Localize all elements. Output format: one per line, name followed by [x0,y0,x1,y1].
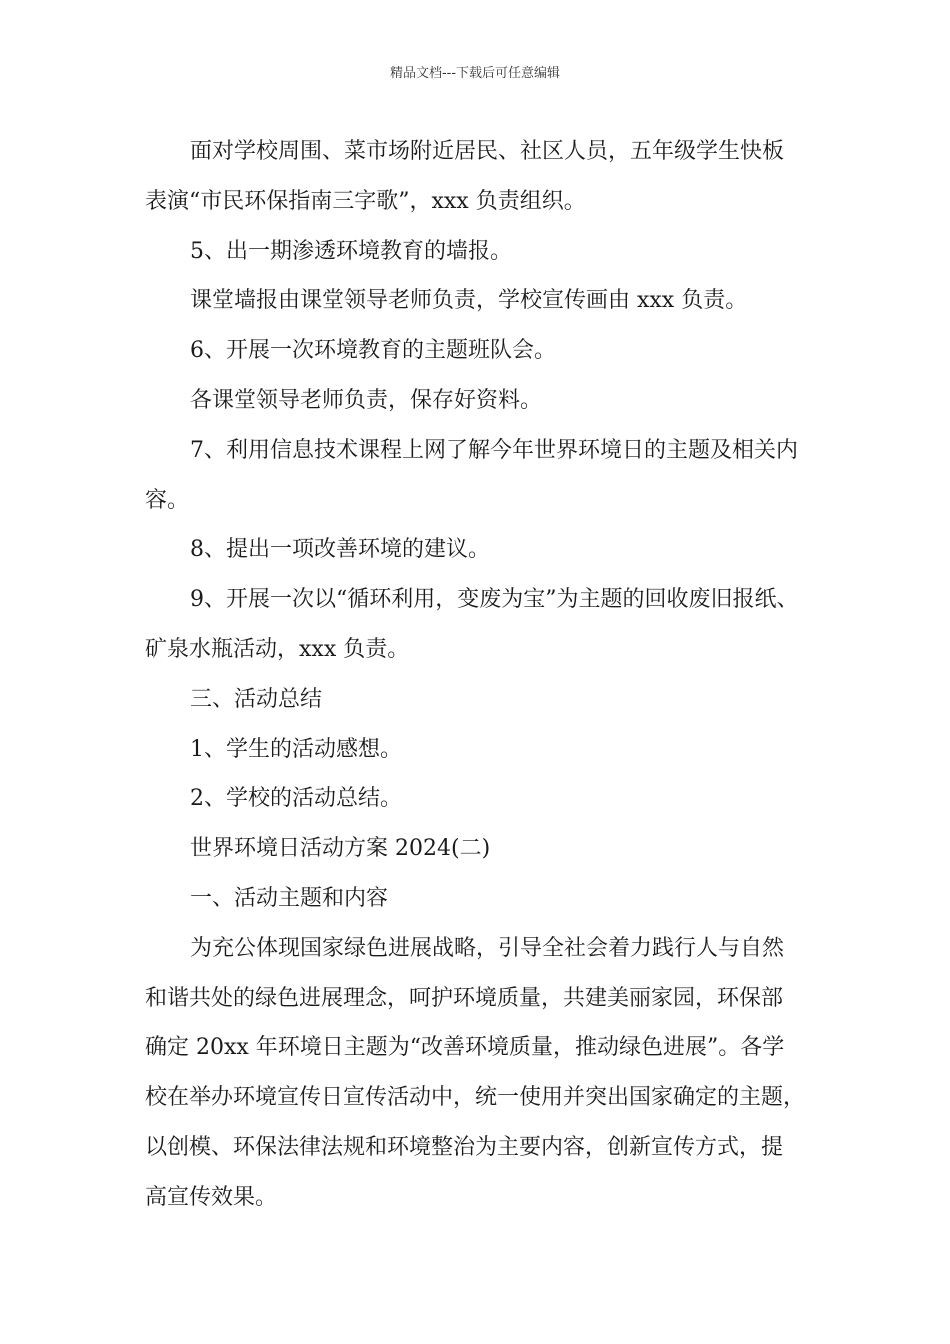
list-item-6: 6、开展一次环境教育的主题班队会。 [190,338,556,364]
text-line: 面对学校周围、菜市场附近居民、社区人员，五年级学生快板 [190,139,785,164]
list-item-9: 9、开展一次以“循环利用，变废为宝”为主题的回收废旧报纸、 [190,587,799,613]
section-heading: 三、活动总结 [190,686,323,712]
text-line: 容。 [145,487,190,513]
text-line: 各课堂领导老师负责，保存好资料。 [190,387,543,413]
document-title: 世界环境日活动方案 2024(二) [190,836,491,862]
text-line: 高宣传效果。 [145,1184,278,1210]
list-item-2: 2、学校的活动总结。 [190,786,402,812]
list-item-7: 7、利用信息技术课程上网了解今年世界环境日的主题及相关内 [190,437,798,463]
text-line: 确定 20xx 年环境日主题为“改善环境质量，推动绿色进展”。各学 [145,1035,785,1061]
list-item-8: 8、提出一项改善环境的建议。 [190,537,490,563]
page-header: 精品文档---下载后可任意编辑 [389,66,561,81]
section-heading: 一、活动主题和内容 [190,885,389,911]
document-body [145,127,825,1223]
text-line: 表演“市民环保指南三字歌”，xxx 负责组织。 [145,188,586,214]
text-line: 和谐共处的绿色进展理念，呵护环境质量，共建美丽家园，环保部 [145,985,784,1011]
list-item-5: 5、出一期渗透环境教育的墙报。 [190,238,512,264]
text-line: 为充公体现国家绿色进展战略，引导全社会着力践行人与自然 [190,935,785,961]
text-line: 矿泉水瓶活动，xxx 负责。 [145,636,410,662]
text-line: 以创模、环保法律法规和环境整治为主要内容，创新宣传方式，提 [145,1134,784,1160]
text-line: 课堂墙报由课堂领导老师负责，学校宣传画由 xxx 负责。 [190,288,748,314]
list-item-1: 1、学生的活动感想。 [190,736,402,762]
text-line: 校在举办环境宣传日宣传活动中，统一使用并突出国家确定的主题， [145,1085,806,1111]
